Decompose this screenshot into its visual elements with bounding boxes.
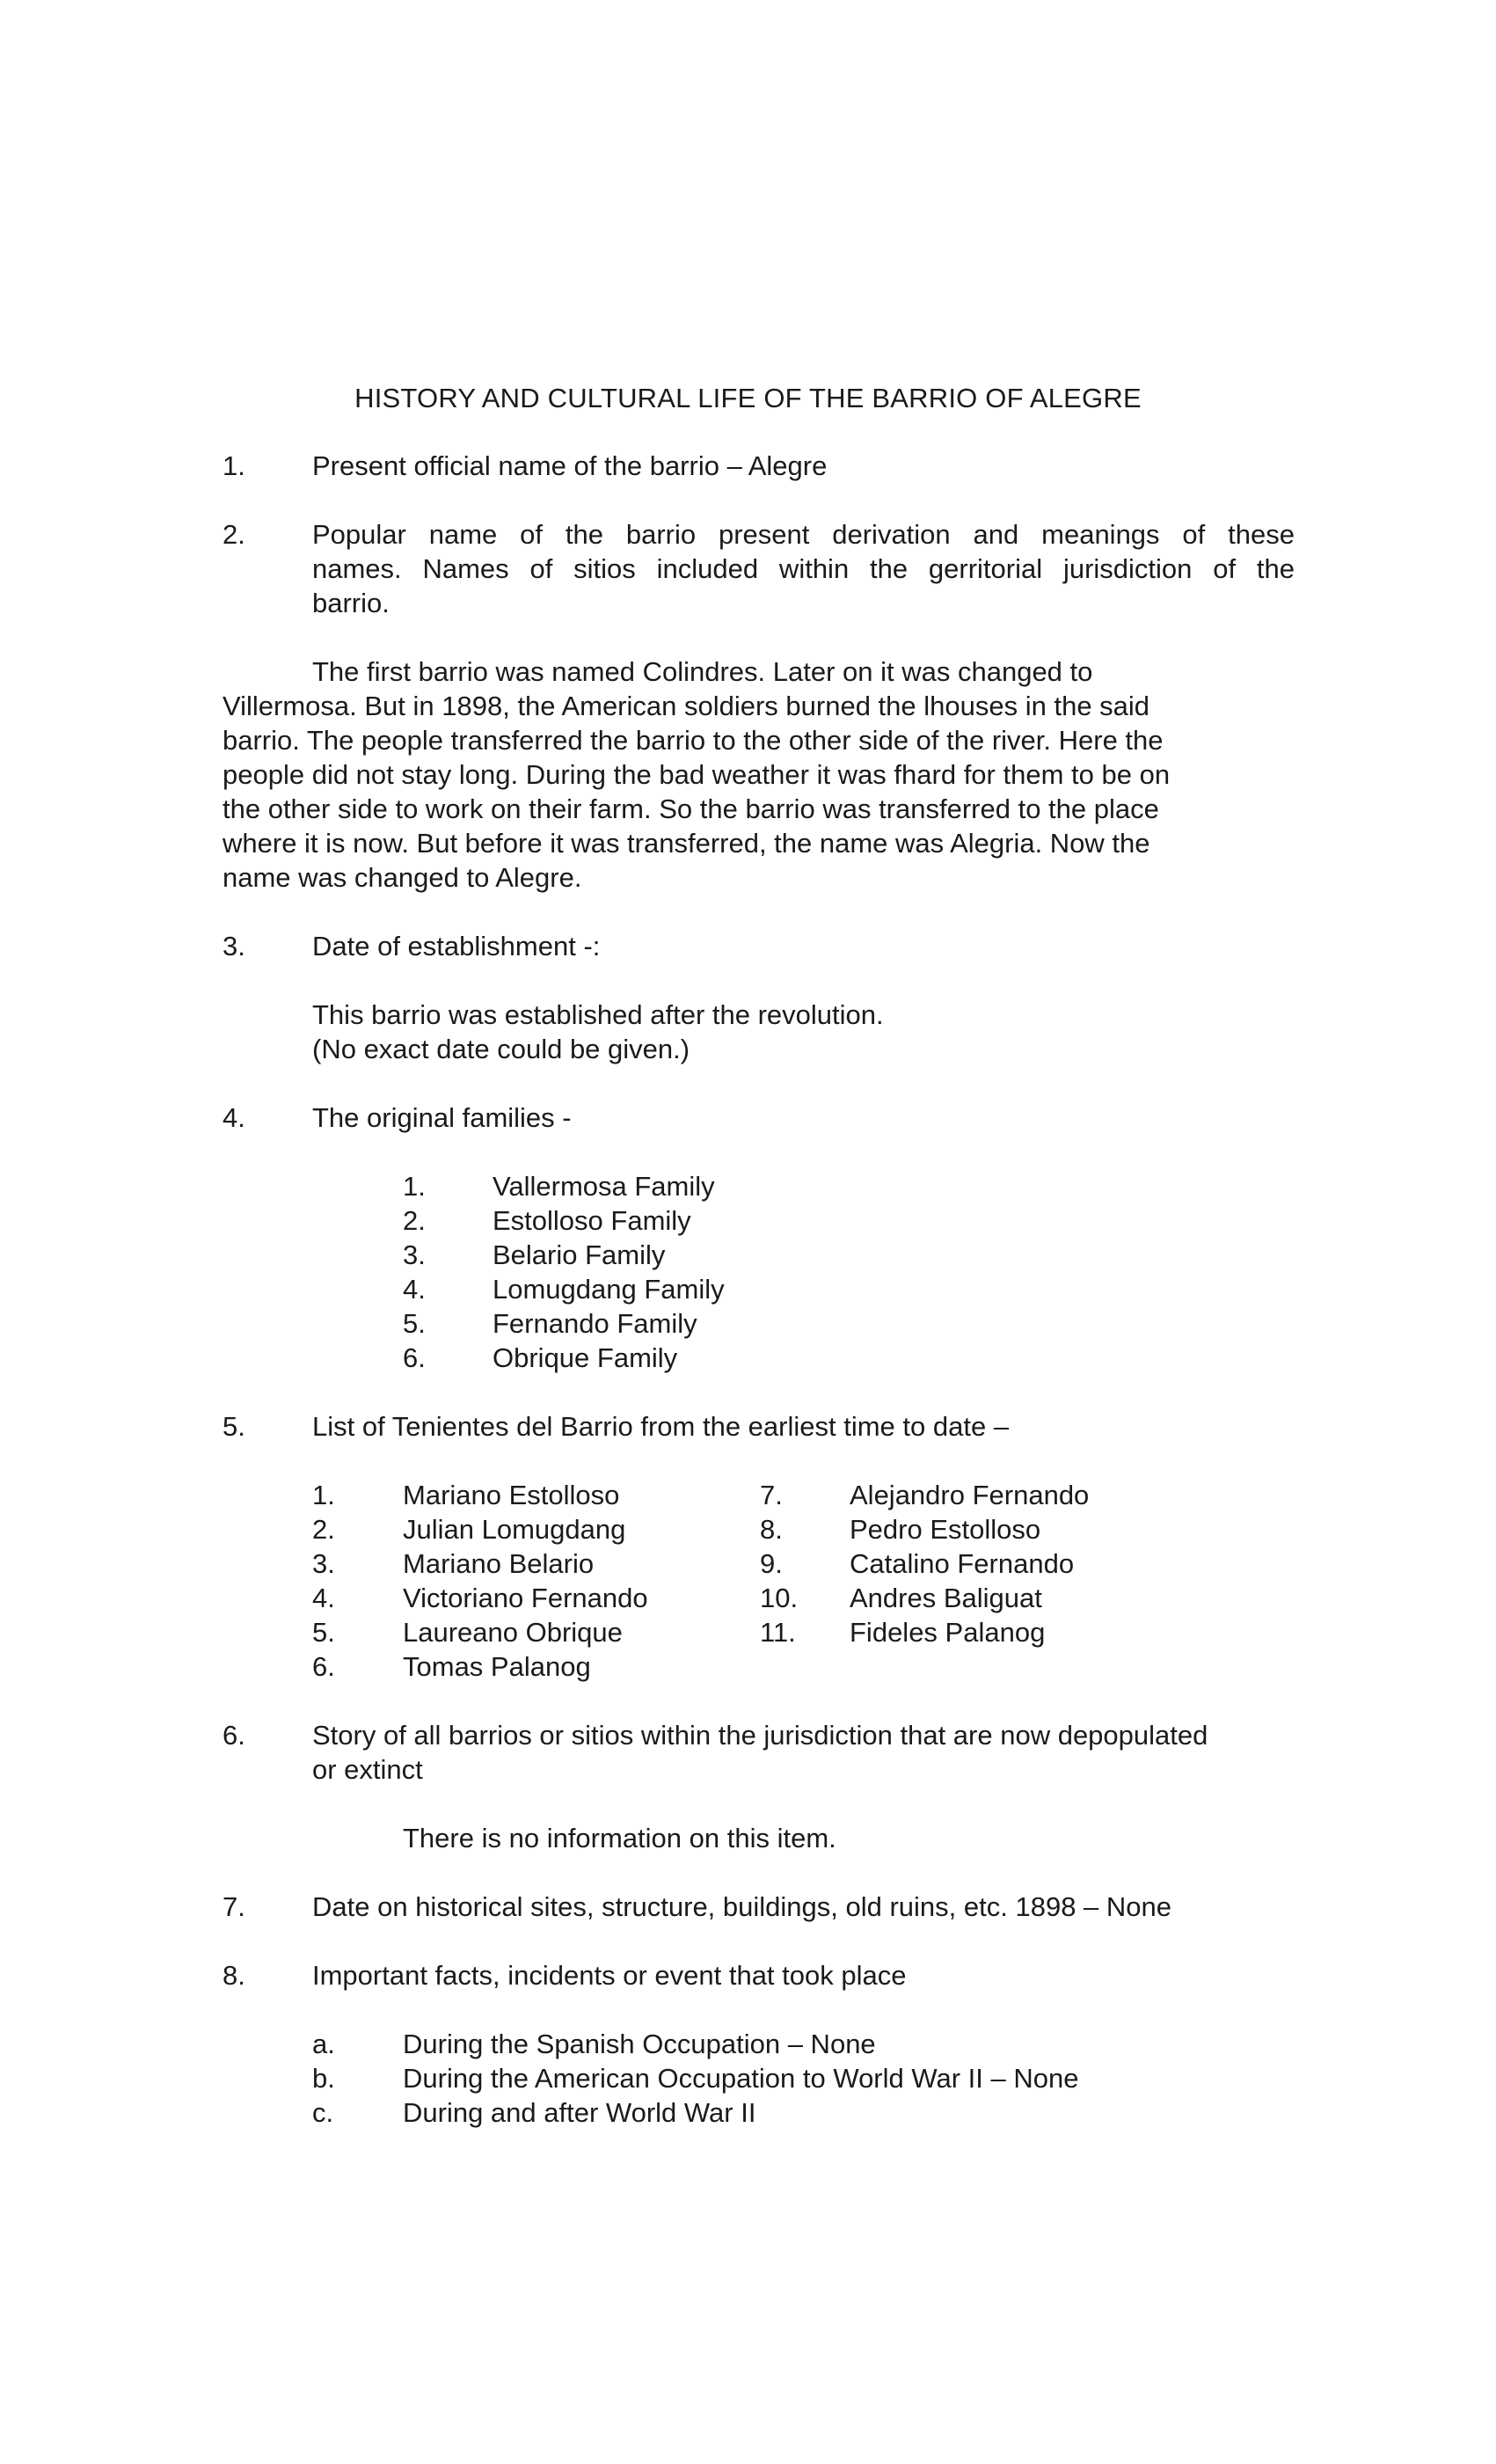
event-text: During the Spanish Occupation – None [403,2029,876,2059]
teniente-number: 5. [312,1617,335,1648]
event-text: During the American Occupation to World War II – None [403,2063,1079,2094]
teniente-name: Tomas Palanog [403,1651,591,1682]
family-name: Fernando Family [493,1308,697,1339]
teniente-name: Catalino Fernando [850,1548,1075,1579]
event-letter: a. [312,2029,335,2059]
family-number: 6. [403,1342,426,1373]
item-text-2-line-1: Popular name of the barrio present derivation and meanings of these [312,519,1295,550]
teniente-name: Mariano Belario [403,1548,595,1579]
teniente-number: 8. [760,1514,783,1545]
paragraph-line-3: barrio. The people transferred the barrio to the other side of the river. Here the [223,725,1164,756]
item-text-5: List of Tenientes del Barrio from the earliest time to date – [312,1411,1010,1442]
family-number: 3. [403,1239,426,1270]
event-letter: c. [312,2097,334,2128]
teniente-name: Andres Baliguat [850,1583,1042,1613]
item-number-6: 6. [223,1720,245,1751]
item-number-1: 1. [223,450,245,481]
family-number: 2. [403,1205,426,1236]
event-letter: b. [312,2063,335,2094]
teniente-number: 10. [760,1583,799,1613]
paragraph-line-6: where it is now. But before it was transferred, the name was Alegria. Now the [223,828,1150,859]
family-name: Lomugdang Family [493,1274,725,1305]
paragraph-line-2: Villermosa. But in 1898, the American soldiers burned the lhouses in the said [223,691,1150,721]
teniente-name: Mariano Estolloso [403,1480,620,1510]
teniente-name: Pedro Estolloso [850,1514,1041,1545]
item-text-6-line-1: Story of all barrios or sitios within the jurisdiction that are now depopulated [312,1720,1208,1751]
paragraph-line-5: the other side to work on their farm. So the barrio was transferred to the place [223,793,1159,824]
item-number-4: 4. [223,1102,245,1133]
teniente-number: 2. [312,1514,335,1545]
item-number-8: 8. [223,1960,245,1991]
item-3-detail-1: This barrio was established after the revolution. [312,999,884,1030]
teniente-number: 6. [312,1651,335,1682]
item-6-note: There is no information on this item. [403,1823,836,1853]
family-number: 1. [403,1171,426,1202]
item-text-4: The original families - [312,1102,572,1133]
item-number-2: 2. [223,519,245,550]
family-number: 4. [403,1274,426,1305]
family-name: Belario Family [493,1239,666,1270]
item-text-3: Date of establishment -: [312,931,601,961]
teniente-number: 11. [760,1617,796,1648]
item-text-7: Date on historical sites, structure, buildings, old ruins, etc. 1898 – None [312,1891,1172,1922]
family-name: Estolloso Family [493,1205,691,1236]
teniente-number: 3. [312,1548,335,1579]
document-title: HISTORY AND CULTURAL LIFE OF THE BARRIO OF ALEGRE [354,383,1142,413]
item-number-3: 3. [223,931,245,961]
item-text-2-line-3: barrio. [312,588,390,618]
item-text-8: Important facts, incidents or event that took place [312,1960,907,1991]
family-name: Obrique Family [493,1342,678,1373]
teniente-name: Fideles Palanog [850,1617,1046,1648]
teniente-name: Alejandro Fernando [850,1480,1090,1510]
item-number-7: 7. [223,1891,245,1922]
item-text-6-line-2: or extinct [312,1754,423,1785]
teniente-number: 7. [760,1480,783,1510]
paragraph-line-1: The first barrio was named Colindres. Later on it was changed to [312,656,1093,687]
teniente-name: Victoriano Fernando [403,1583,648,1613]
paragraph-line-4: people did not stay long. During the bad weather it was fhard for them to be on [223,759,1171,790]
teniente-number: 1. [312,1480,335,1510]
teniente-number: 4. [312,1583,335,1613]
item-3-detail-2: (No exact date could be given.) [312,1034,690,1064]
family-name: Vallermosa Family [493,1171,715,1202]
item-number-5: 5. [223,1411,245,1442]
item-text-2-line-2: names. Names of sitios included within the gerritorial jurisdiction of the [312,553,1295,584]
teniente-name: Julian Lomugdang [403,1514,626,1545]
event-text: During and after World War II [403,2097,756,2128]
paragraph-line-7: name was changed to Alegre. [223,862,582,893]
teniente-name: Laureano Obrique [403,1617,623,1648]
item-text-1: Present official name of the barrio – Alegre [312,450,828,481]
teniente-number: 9. [760,1548,783,1579]
family-number: 5. [403,1308,426,1339]
